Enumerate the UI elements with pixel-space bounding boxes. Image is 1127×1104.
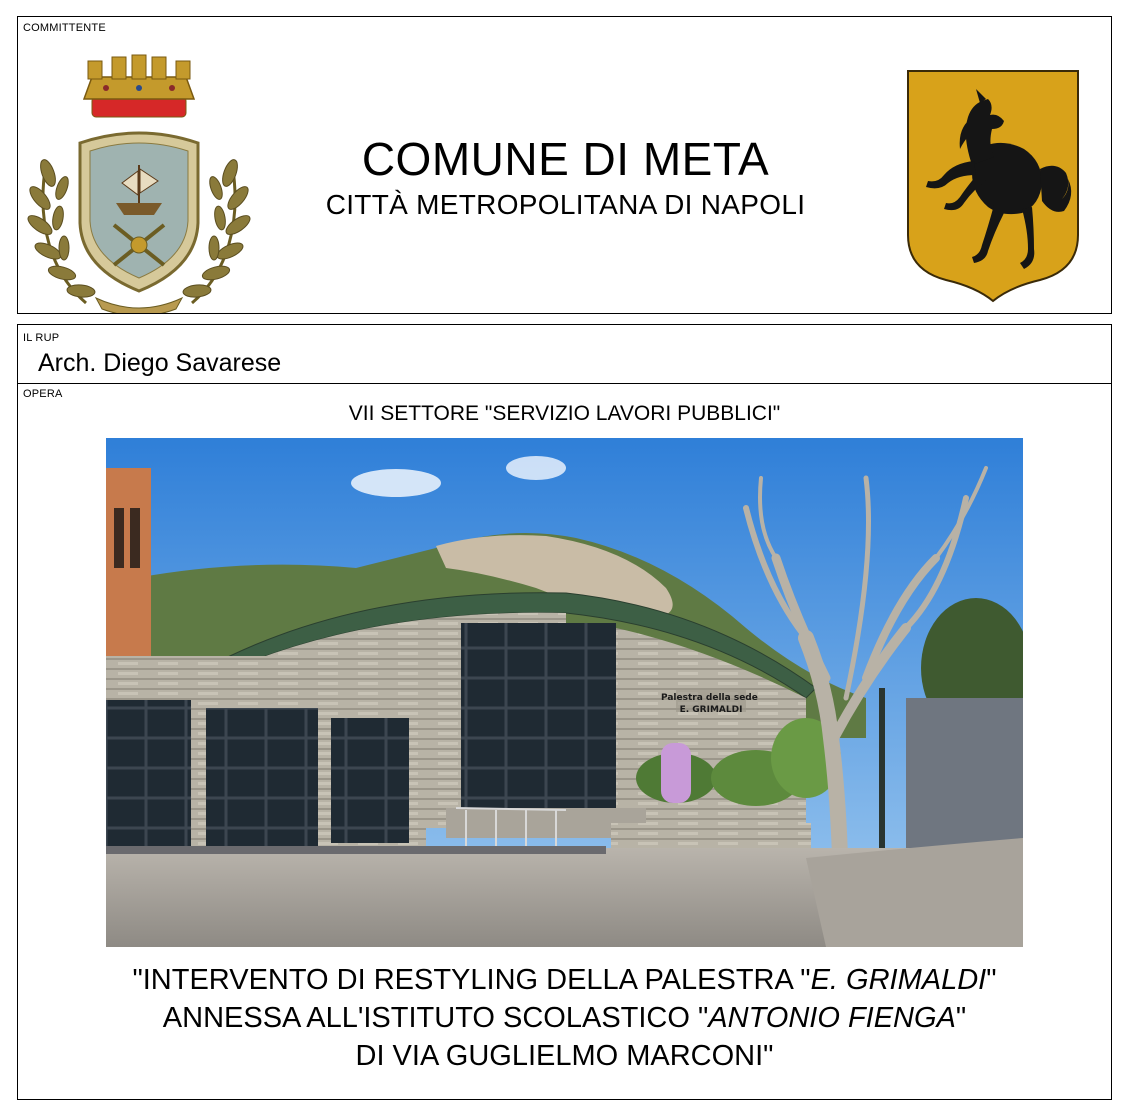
- settore-heading: VII SETTORE "SERVIZIO LAVORI PUBBLICI": [348, 402, 781, 425]
- work-title-line3: DI VIA GUGLIELMO MARCONI": [355, 1040, 774, 1072]
- work-title: [18, 961, 1111, 1075]
- committente-panel: [17, 16, 1112, 314]
- section-divider: [18, 383, 1111, 384]
- rup-opera-panel: [17, 324, 1112, 1100]
- page-subtitle: CITTÀ METROPOLITANA DI NAPOLI: [325, 189, 806, 220]
- napoli-rampant-horse-shield-icon: [902, 65, 1084, 303]
- rup-label: IL RUP: [23, 332, 60, 344]
- work-title-line2: ANNESSA ALL'ISTITUTO SCOLASTICO "ANTONIO FIENGA": [162, 1002, 967, 1034]
- page-title: COMUNE DI META: [361, 133, 770, 185]
- rup-name: Arch. Diego Savarese: [38, 349, 282, 377]
- work-title-line1: "INTERVENTO DI RESTYLING DELLA PALESTRA "E. GRIMALDI": [132, 964, 997, 996]
- committente-label: COMMITTENTE: [23, 22, 106, 34]
- gym-building-rendering-icon: [106, 438, 1023, 947]
- building-sign-line2: E. GRIMALDI: [679, 705, 743, 715]
- building-sign-line1: Palestra della sede: [661, 693, 758, 703]
- opera-label: OPERA: [23, 388, 63, 400]
